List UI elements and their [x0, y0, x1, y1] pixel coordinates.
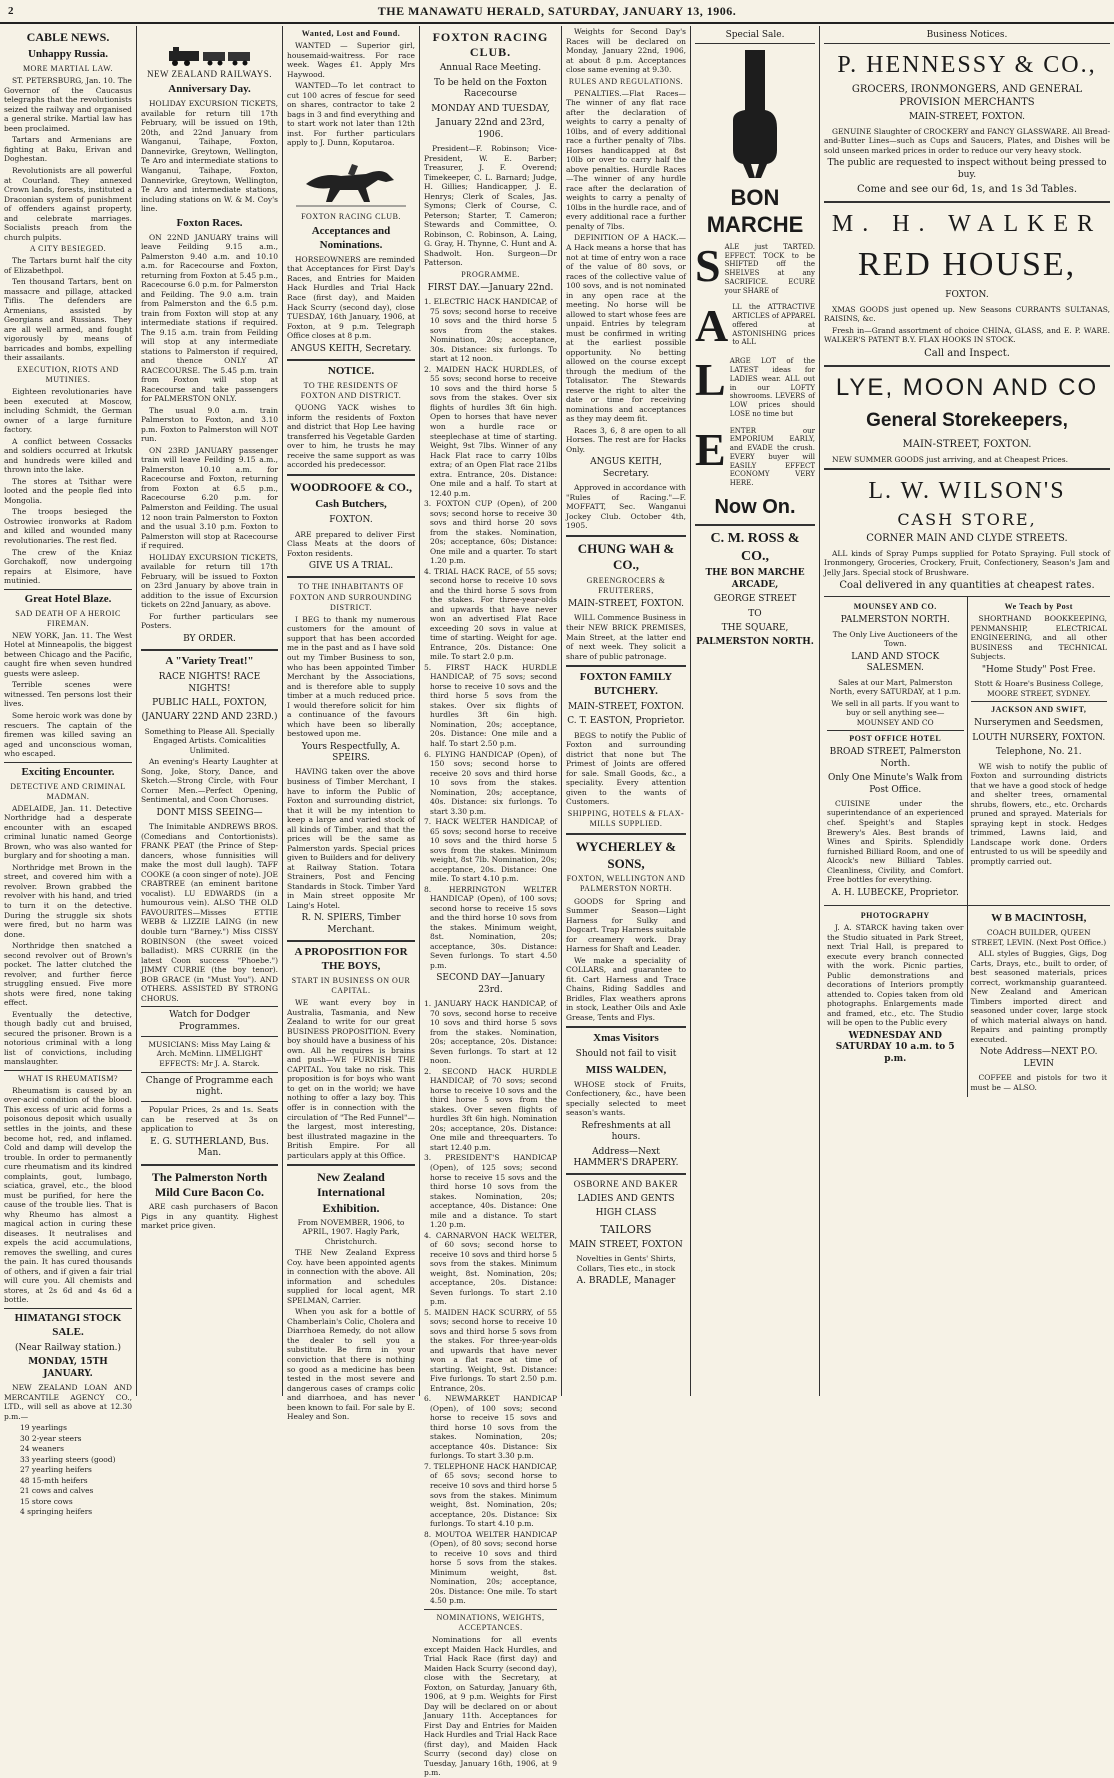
- page-number: 2: [8, 5, 14, 17]
- sale-text: LL the ATTRACTIVE ARTICLES of APPAREL offered at ASTONISHING prices to ALL: [732, 303, 815, 347]
- hall: PUBLIC HALL, FOXTON,: [152, 697, 267, 708]
- paragraph: WANTED — Superior girl, housemaid-waitress. For race week. Wages £1. Apply Mrs Haywood.: [287, 41, 415, 79]
- opening-days: WEDNESDAY AND SATURDAY 10 a.m. to 5 p.m.: [835, 1030, 955, 1064]
- square: THE SQUARE,: [721, 623, 789, 634]
- unhappy-russia-heading: Unhappy Russia.: [27, 48, 109, 61]
- paragraph: THE New Zealand Express Coy. have been appointed agents in connection with the above. All information and schedules supplied for local agent, MR SPELMAN, Carrier.: [287, 1248, 415, 1305]
- sale-letter-row: [695, 354, 815, 418]
- paragraph: HOLIDAY EXCURSION TICKETS, available for return till 17th February, will be issued to Foxton on 23rd January by above train in addition to the issue of Excursion tickets on 22nd January, as above.: [141, 552, 278, 610]
- location: MAIN-STREET, FOXTON.: [567, 702, 685, 712]
- photography-heading: PHOTOGRAPHY: [860, 911, 930, 921]
- masthead: [0, 0, 1114, 24]
- macintosh-heading: W B MACINTOSH,: [991, 912, 1087, 925]
- paragraph: QUONG YACK wishes to inform the residents of Foxton and district that Hop Lee having transferred his Vegetable Garden over to him, he trusts he may receive the same support as was accorded his predecessor.: [287, 403, 415, 470]
- subheading: SAD DEATH OF A HEROIC FIREMAN.: [15, 608, 121, 628]
- paragraph: Ten thousand Tartars, bent on massacre and pillage, attacked Tiflis. The defenders are Armenians, assisted by Georgians and Russians. They are all well armed, and fought vigorously by means of barricades and bombs, expelling their assailants.: [4, 277, 132, 363]
- paragraph: HAVING taken over the above business of Timber Merchant, I have to inform the Public of Foxton and surrounding district, that it will be my intention to keep a large and varied stock of all kinds of Timber, and that the prices will be the same as Palmerston yards. Special prices given to Builders and for delivery at Railway Station. Totara Strainers, Post and Fencing Standards in Stock. Timber Yard in Main street opposite Mr Laing's Hotel.: [287, 767, 415, 910]
- mounsey-heading: MOUNSEY AND CO.: [853, 602, 937, 612]
- paragraph: Some heroic work was done by rescuers. The captain of the firemen was killed saving an aged and unconscious woman, who escaped.: [4, 710, 132, 759]
- stock-item: 21 cows and calves: [20, 1486, 94, 1496]
- teach-heading: We Teach by Post: [1004, 602, 1073, 612]
- subheading: EXECUTION, RIOTS AND MUTINIES.: [17, 364, 119, 385]
- subheading: FOXTON, WELLINGTON AND PALMERSTON NORTH.: [566, 874, 686, 894]
- subheading: TO THE INHABITANTS OF FOXTON AND SURROUNDING DISTRICT.: [289, 582, 413, 612]
- paragraph: DEFINITION OF A HACK.—A Hack means a horse that has not at time of entry won a race of the value of 80 sovs, or races of the collective value of 100 sovs, and is not nominated in any open race at the meeting. No horse will be allowed to start whose fees are unpaid. Entries by telegram must be confirmed in writing at the earliest possible opportunity. No betting allowed on the course except through the medium of the Totalisator. The Stewards reserve the right to alter the date or time for receiving nominations and acceptances as they may deem fit.: [566, 233, 686, 424]
- notice-heading: NOTICE.: [327, 364, 375, 377]
- paragraph: ST. PETERSBURG, Jan. 10. The Governor of the Caucasus telegraphs that the revolutionists seized the railway and organised a general strike. Martial law has been proclaimed.: [4, 76, 132, 133]
- held: To be held on the Foxton Racecourse: [434, 77, 547, 100]
- sutherland: E. G. SUTHERLAND, Bus. Man.: [150, 1136, 269, 1159]
- signature: ANGUS KEITH, Secretary.: [590, 457, 662, 479]
- by-order: BY ORDER.: [183, 633, 236, 644]
- day-heading: SECOND DAY—January 23rd.: [436, 973, 545, 995]
- subheading: GREENGROCERS & FRUITERERS,: [586, 575, 666, 595]
- nursery: Nurserymen and Seedsmen,: [974, 718, 1104, 729]
- racehorse-engraving-icon: [296, 154, 406, 210]
- notice: The public are requested to inspect without being pressed to buy.: [827, 158, 1107, 180]
- ross-heading: C. M. ROSS & CO.,: [710, 530, 800, 564]
- chung-wah-heading: CHUNG WAH & CO.,: [577, 540, 675, 573]
- cash-store: CASH STORE,: [897, 509, 1037, 529]
- wycherley-heading: WYCHERLEY & SONS,: [575, 839, 677, 871]
- race-entry: 6. FLYING HANDICAP (Open), of 150 sovs; second horse to receive 20 sovs and third horse 10 sovs from the stakes. Nomination, 20s; acceptance, 40s. Distance: six furlongs. To start 3.30 p.m.: [424, 749, 557, 816]
- paragraph: SHORTHAND BOOKKEEPING, PENMANSHIP, ELECTRICAL ENGINEERING, and all other BUSINESS and TECHNICAL Subjects.: [970, 614, 1107, 662]
- town: PALMERSTON NORTH.: [696, 637, 814, 648]
- paragraph: ARE cash purchasers of Bacon Pigs in any quantity. Highest market price given.: [141, 1202, 278, 1231]
- paragraph: ALL kinds of Spray Pumps supplied for Potato Spraying. Full stock of Ironmongery, Groceries, Crockery, Fruit, Confectionery, Season's Jam and Jelly Jars. Special stock of Brushware.: [824, 548, 1110, 577]
- paragraph: NEW SUMMER GOODS just arriving, and at Cheapest Prices.: [832, 454, 1068, 464]
- dont-miss: DONT MISS SEEING—: [156, 807, 263, 818]
- location: FOXTON.: [945, 290, 989, 301]
- race-entry: 8. MOUTOA WELTER HANDICAP (Open), of 80 sovs; second horse to receive 10 sovs and third horse 5 sovs from the stakes. Minimum weight, 8st. Nomination, 20s; acceptance, 20s. Distance: One mile. To start 4.50 p.m.: [424, 1529, 557, 1606]
- paragraph: GENUINE Slaughter of CROCKERY and FANCY GLASSWARE. All Bread-and-Butter Lines—such as Cups and Saucers, Plates, and Dishes will be sold unseen marked prices in order to reduce our very heavy stock.: [824, 126, 1110, 155]
- mounsey-ad: [824, 597, 968, 905]
- paragraph: COFFEE and pistols for two it must be — ALSO.: [970, 1073, 1107, 1092]
- race-entry: 6. NEWMARKET HANDICAP (Open), of 100 sovs; second horse to receive 15 sovs and third horse 10 sovs from the stakes. Nomination, 20s; acceptance 40s. Distance: Six furlongs. To start 3.30 p.m.: [424, 1394, 557, 1461]
- paragraph: Eventually the detective, though badly cut and bruised, secured the prisoner. Brown is a notorious criminal with a long list of convictions, including manslaughter.: [4, 1009, 132, 1067]
- marche-heading: MARCHE: [706, 211, 804, 237]
- call: Call and Inspect.: [924, 347, 1010, 359]
- paragraph: J. A. STARCK having taken over the Studio situated in Park Street, next Trial Hall, is prepared to execute every branch connected with the work. Picnic parties, Public demonstrations and decorations of Interiors promptly attended to. Copies taken from old photographs. Enlargements made and framed, etc., etc. The Studio will be open to the Public every: [827, 923, 964, 1028]
- paragraph: Stott & Hoare's Business College, MOORE STREET, SYDNEY.: [974, 679, 1104, 698]
- subheading: A CITY BESIEGED.: [29, 244, 107, 254]
- paragraph: Eighteen revolutionaries have been executed at Moscow, including Schmidt, the German owner of a large furniture factory.: [4, 387, 132, 435]
- general-storekeepers: General Storekeepers,: [866, 410, 1068, 432]
- stock-item: 4 springing heifers: [20, 1507, 93, 1517]
- rheumatism-ad: Rheumatism is caused by an over-acid condition of the blood. This excess of uric acid forms a poisonous deposit which usually settles in the joints, and these become hot, red, and inflamed. Cold and damp will develop the trouble. In order to permanently cure rheumatism and its kindred complaints, gout, lumbago, sciatica, gravel, etc., the blood must be purified, for here the cause of the trouble lies. That is why Rheumo has almost a magical action in curing these diseases. It neutralises and expels the acid accumulations, removes the swelling, and cures the pain. It has cured thousands of others, and if given a fair trial will cure you. All chemists and stores, at 2s 6d and 4s 6d a bottle.: [4, 1085, 132, 1305]
- paragraph: A conflict between Cossacks and soldiers occurred at Irkutsk and hundreds were killed and thrown into the lake.: [4, 436, 132, 475]
- wilson-heading: L. W. WILSON'S: [868, 478, 1066, 505]
- signature: R. N. SPIERS, Timber Merchant.: [301, 913, 401, 935]
- paragraph: The crew of the Kniaz Gorchakoff, now undergoing repairs at Elsimore, have mutinied.: [4, 547, 132, 586]
- dates: (JANUARY 22ND AND 23RD.): [141, 712, 278, 723]
- paragraph: BEGS to notify the Public of Foxton and surrounding district that none but The Primest of Joints are offered for sale. Small Goods, &c., a speciality. Every attention given to the wants of Customers.: [566, 730, 686, 807]
- paragraph: For further particulars see Posters.: [141, 611, 278, 631]
- subheading: MORE MARTIAL LAW.: [22, 64, 114, 74]
- paragraph: WILL Commence Business in their NEW BRICK PREMISES, Main Street, at the latter end of next week. They solicit a share of public patronage.: [566, 613, 686, 661]
- race-entry: 7. HACK WELTER HANDICAP, of 65 sovs; second horse to receive 10 sovs and the third horse 5 sovs from the stakes. Minimum weight, 8st 7lb. Nomination, 20s; acceptance, 20s. Distance: One mile. To start 4.10 p.m.: [424, 817, 557, 884]
- column-railways: [137, 27, 282, 1395]
- column-racing-programme: [420, 27, 561, 1778]
- home-study: "Home Study" Post Free.: [981, 664, 1096, 675]
- stock-item: 24 weaners: [20, 1444, 64, 1454]
- walden-heading: MISS WALDEN,: [585, 1063, 667, 1076]
- paragraph: COACH BUILDER, QUEEN STREET, LEVIN. (Next Post Office.): [971, 927, 1107, 947]
- foxton-races-heading: Foxton Races.: [176, 216, 243, 229]
- subheading: SHIPPING, HOTELS & FLAX-MILLS SUPPLIED.: [567, 808, 685, 829]
- paragraph: Novelties in Gents' Shirts, Collars, Ties etc., in stock: [576, 1254, 676, 1273]
- land: LAND AND STOCK SALESMEN.: [851, 651, 940, 674]
- paragraph: An evening's Hearty Laughter at Song, Joke, Story, Dance, and Sketch.—Strong Circle, with Four Corner Men.—Perfect Opening, Sentimental, and Coon Choruses.: [141, 757, 278, 805]
- butchers-heading: Cash Butchers,: [315, 498, 387, 511]
- stock-item: 27 yearling heifers: [20, 1465, 92, 1475]
- signature: Yours Respectfully, A. SPEIRS.: [301, 741, 401, 764]
- cable-news-heading: CABLE NEWS.: [26, 30, 110, 44]
- paragraph: ADELAIDE, Jan. 11. Detective Northridge had a desperate encounter with an escaped criminal lunatic named George Brown, who was also wanted for burglary and for shooting a man.: [4, 803, 132, 861]
- paragraph: MUSICIANS: Miss May Laing & Arch. McMinn. LIMELIGHT EFFECTS: Mr J. A. Starck.: [148, 1039, 271, 1068]
- paragraph: CUISINE under the superintendance of an experienced chef. Speight's and Staples Brewery's Ales. Best brands of Wines and Spirits. Splendidly furnished Billiard Room, and one of Alcock's new Billiard Tables. Cleanliness, Civility, and Comfort. Free bottles for everything.: [827, 798, 964, 885]
- column-business-notices: [820, 27, 1114, 1395]
- location: MAIN STREET, FOXTON: [569, 1239, 683, 1250]
- sale-text: ARGE LOT of the LATEST ideas for LADIES wear. ALL out in our LOFTY showrooms. LEVERS of LOW prices should LOSE no time but: [729, 357, 815, 418]
- woodroofe-heading: WOODROOFE & CO.,: [290, 479, 412, 494]
- post-office-hotel-heading: POST OFFICE HOTEL: [849, 734, 942, 744]
- paragraph: The Only Live Auctioneers of the Town.: [832, 629, 958, 649]
- paragraph: Terrible scenes were witnessed. Ten persons lost their lives.: [4, 680, 132, 709]
- paragraph: WE wish to notify the public of Foxton and surrounding districts that we have a good stock of hedge and shelter trees, ornamental shrubs, flowers, etc., etc. Orchards pruned and sprayed. Materials for spraying kept in stock. Hedges trimmed, Lawns laid, and Landscape work done. Orders entrusted to us will be speedily and promptly carried out.: [970, 761, 1107, 866]
- stock-list: [4, 1423, 132, 1517]
- train-engraving-icon: [165, 45, 255, 67]
- paragraph: WHOSE stock of Fruits, Confectionery, &c., have been specially selected to meet season's wants.: [566, 1079, 686, 1118]
- frc-heading: FOXTON RACING CLUB.: [301, 211, 401, 221]
- sale-letter-row: [695, 239, 815, 296]
- red-house-heading: RED HOUSE,: [857, 246, 1077, 284]
- address: BROAD STREET, Palmerston North.: [829, 747, 961, 769]
- race-dates: MONDAY AND TUESDAY,: [431, 103, 550, 114]
- rules-heading: RULES AND REGULATIONS.: [568, 76, 684, 86]
- telephone: Telephone, No. 21.: [995, 747, 1082, 758]
- to: TO: [748, 608, 762, 619]
- now-on-heading: Now On.: [714, 495, 796, 518]
- location: LOUTH NURSERY, FOXTON.: [972, 732, 1106, 743]
- change: Change of Programme each night.: [145, 1075, 274, 1097]
- coal: Coal delivered in any quantities at cheapest rates.: [839, 580, 1095, 592]
- paragraph: Weights for Second Day's Races will be declared on Monday, January 22nd, 1906, at about 8 p.m. Acceptances close same evening at 9.30.: [566, 27, 686, 75]
- tables: Come and see our 6d, 1s, and 1s 3d Tables.: [856, 184, 1078, 196]
- race-nights: RACE NIGHTS! RACE NIGHTS!: [158, 672, 261, 694]
- stock-item: 30 2-year steers: [20, 1433, 82, 1443]
- race-entry: 5. FIRST HACK HURDLE HANDICAP, of 75 sovs; second horse to receive 10 sovs and the third horse 5 sovs from the stakes. Over six flights of hurdles 3ft 6in high. Nomination, 20s; acceptance, 20s. Distance: One mile and a half. To start 2.50 p.m.: [424, 662, 557, 748]
- stock-sale-heading: HIMATANGI STOCK SALE.: [14, 1311, 122, 1338]
- stock-sale-date: MONDAY, 15TH JANUARY.: [28, 1357, 108, 1379]
- paragraph: Nominations for all events except Maiden Hack Hurdles, and Trial Hack Race (first day) and Maiden Hack Scurry (second day), close with the Secretary, at Foxton, on Saturday, January 6th, 1906, at 9 p.m. Weights for First Day will be declared on or about January 11th. Acceptances for First Day and Entries for Maiden Hack Hurdles and Trial Hack Race (first day), and Maiden Hack Scurry (second day) close on Tuesday, January 16th, 1906, at 9 p.m.: [424, 1635, 557, 1778]
- race-entry: 3. FOXTON CUP (Open), of 200 sovs; second horse to receive 30 sovs and third horse 20 sovs from the stakes. Nomination, 20s; acceptance, 60s; Distance: One mile and a quarter. To start 1.20 p.m.: [424, 499, 557, 566]
- wanted-heading: Wanted, Lost and Found.: [301, 29, 401, 38]
- acceptances-heading: Acceptances and Nominations.: [311, 224, 391, 251]
- stock-item: 48 15-mth heifers: [20, 1475, 88, 1485]
- sale-letter-l: L: [695, 354, 726, 406]
- race-entry: 7. TELEPHONE HACK HANDICAP, of 65 sovs; second horse to receive 10 sovs and third horse 5 sovs from the stakes. Minimum weight, 8st. Nomination, 20s; acceptance, 20s. Distance: Six furlongs. To start 4.10 p.m.: [424, 1461, 557, 1529]
- location: FOXTON.: [329, 515, 373, 526]
- paragraph: We make a speciality of COLLARS, and guarantee to fit. Cart Harness and Trace Chains, Riding Saddles and Bridles, Flax weathers aprons in stock, Leather Oils and Axle Grease, Tents and Flys.: [566, 955, 686, 1022]
- slogan: GIVE US A TRIAL.: [308, 561, 394, 572]
- paragraph: WE want every boy in Australia, Tasmania, and New Zealand to write for our great BUSINESS PROPOSITION. Every boy should have a business of his own. All he requires is brains and push—WE FURNISH THE CAPITAL. You take no risk. This proposition is for boys who want to get on in the world; we have nothing to offer a lazy boy. This offer is in connection with the circulation of "The Red Funnel"—the largest, most interesting, best illustrated magazine in the British Empire. For all particulars apply at this Office.: [287, 998, 415, 1160]
- race-entry: 8. HERRINGTON WELTER HANDICAP (Open), of 100 sovs; second horse to receive 15 sovs and the third horse 10 sovs from the stakes. Minimum weight, 8st. Nomination, 20s; acceptance, 30s. Distance: Seven furlongs. To start 4.50 p.m.: [424, 884, 557, 970]
- race-entry: 4. TRIAL HACK RACE, of 55 sovs; second horse to receive 10 sovs and the third horse 5 sovs from the stakes. For three-year-olds and upwards that have never won an advertised Flat Race exceeding 20 sovs in value at time of starting. Weight for age. Entrance, 20s. Distance: One mile. To start 2.0 p.m.: [424, 566, 557, 662]
- arcade: THE BON MARCHE ARCADE,: [705, 568, 805, 590]
- osborne-heading: OSBORNE AND BAKER: [573, 1179, 679, 1190]
- sale-letter-row: [695, 423, 815, 488]
- paragraph: We sell in all parts. If you want to buy or sell anything see—MOUNSEY AND CO: [831, 698, 960, 727]
- paragraph: Popular Prices, 2s and 1s. Seats can be reserved at 3s on application to: [141, 1105, 278, 1134]
- teach-ad: [968, 597, 1111, 905]
- paragraph: The Inimitable ANDREWS BROS. (Comedians and Contortionists). FRANK PEAT (the Prince of Step-dancers, whose funnisities will make the most dull laugh). TAFF COOKE (a coon singer of note). JOE CRABTREE (an eminent baritone vocalist). LU EDWARDS (in a humourous vein). ALSO THE OLD FAVOURITES—Misses ETTIE WEBB & LIZZIE LAING (in new double turn "Barney.") Miss CISSY ROBINSON (the sweet voiced balladist). MRS CURRIE (in the latest Coon success "Phoebe.") JIMMY CURRIE (the boy tenor). BOB GRACE (in "Must You"). AND OTHERS. ASSISTED BY STRONG CHORUS.: [141, 822, 278, 1003]
- street: GEORGE STREET: [713, 594, 797, 605]
- masthead-title: THE MANAWATU HERALD, SATURDAY, JANUARY 13, 1906.: [377, 3, 737, 18]
- variety-heading: A "Variety Treat!": [165, 655, 254, 668]
- walk: Only One Minute's Walk from Post Office.: [827, 773, 963, 795]
- hotel-blaze-heading: Great Hotel Blaze.: [24, 592, 112, 605]
- column-special-sale: [691, 27, 819, 1395]
- paragraph: Tartars and Armenians are fighting at Baku, Erivan and Doghestan.: [4, 135, 132, 164]
- paragraph: The usual 9.0 a.m. train Palmerston to Foxton, and 3.10 p.m. Foxton to Palmerston will NOT run.: [141, 405, 278, 444]
- paragraph: Races 3, 6, 8 are open to all Horses. The rest are for Hacks Only.: [566, 425, 686, 454]
- race-entry: 2. SECOND HACK HURDLE HANDICAP, of 70 sovs; second horse to receive 10 sovs and the third horse 5 sovs from the stakes. Over seven flights of hurdles 3ft 6in high. Nomination 20s; acceptance, 20s. Distance: One mile and threequarters. To start 12.40 p.m.: [424, 1066, 557, 1152]
- officers: President—F. Robinson; Vice-President, W. E. Barber; Treasurer, J. F. Overend; Timekeeper, C. L. Barnard; Judge, H. Gillies; Handicapper, J. E. Henrys; Clerk of Scales, Jas. Symons; Clerk of Course, C. Peterson; Starter, T. Cameron; Stewards and Committee, O. Robinson, C. Robinson, A. Laing, G. Gray, H. Thynne, C. Hunt and A. Shadwolt. Hon. Surgeon—Dr Patterson.: [424, 144, 557, 268]
- hennessy-heading: P. HENNESSY & CO.,: [837, 52, 1097, 79]
- nominations-heading: NOMINATIONS, WEIGHTS, ACCEPTANCES.: [436, 1612, 545, 1632]
- paragraph: Revolutionists are all powerful at Courland. They annexed Crown lands, forests, instituted a Draconian system of punishment of offenders against property, and celebrate marriages. Socialists preach from the church pulpits.: [4, 166, 132, 242]
- stock-item: 33 yearling steers (good): [20, 1454, 116, 1464]
- lye-moon-heading: LYE, MOON AND CO: [835, 373, 1099, 401]
- paragraph: ON 23RD JANUARY passenger train will leave Feilding 9.15 a.m., Palmerston 10.10 a.m. for Racecourse and Foxton, returning from Foxton at 6.5 p.m., Racecourse 6.20 p.m. for Palmerston and Feilding. The usual 12 noon train Palmerston to Foxton and the usual 3.10 p.m. Foxton to Palmerston will stop at Racecourse if required.: [141, 445, 278, 551]
- race-dates: January 22nd and 23rd, 1906.: [436, 118, 545, 140]
- sale-letter-e: E: [695, 423, 726, 475]
- column-notices: [283, 27, 419, 1422]
- pointing-hand-icon: [725, 50, 785, 180]
- stock-sale-location: (Near Railway station.): [14, 1342, 122, 1353]
- paragraph: NEW YORK, Jan. 11. The West Hotel at Minneapolis, the biggest between Chicago and the Pacific, caught fire when seven hundred guests were asleep.: [4, 630, 132, 678]
- anniversary-heading: Anniversary Day.: [168, 83, 251, 96]
- manager: A. BRADLE, Manager: [576, 1276, 676, 1287]
- paragraph: ON 22ND JANUARY trains will leave Feilding 9.15 a.m., Palmerston 9.40 a.m. and 10.10 a.m. for Racecourse and Foxton, returning from Foxton at 5.45 p.m., Racecourse 6.0 p.m. for Palmerston and Feilding. The 9.0 a.m. train from Palmerston and the 6.5 p.m. train from Foxton will stop at any intermediate stations if required. The 9.15 a.m. train from Feilding will stop at any intermediate stations to Palmerston if required, and thence ONLY AT RACECOURSE. The 5.45 p.m. train from Foxton will stop at Racecourse and take passengers for PALMERSTON ONLY.: [141, 232, 278, 404]
- paragraph: From NOVEMBER, 1906, to APRIL, 1907. Hagly Park, Christchurch.: [297, 1217, 405, 1246]
- sale-letter-row: [695, 300, 815, 352]
- high-class: HIGH CLASS: [595, 1208, 657, 1219]
- address: Address—Next HAMMER'S DRAPERY.: [573, 1146, 679, 1168]
- address: Note Address—NEXT P.O. LEVIN: [979, 1047, 1098, 1069]
- should-visit: Should not fail to visit: [575, 1049, 677, 1060]
- signature: ANGUS KEITH, Secretary.: [290, 343, 412, 354]
- photography-ad: [824, 906, 968, 1097]
- paragraph: HOLIDAY EXCURSION TICKETS, available for return till 17th February, will be issued on 19th, 20th, and 22nd January from Wanganui, Taihape, Foxton, Dannevirke, Greytown, Wellington, Te Aro and intermediate stations to Wanganui, Taihape, Foxton, Dannevirke, Greytown, Wellington, Te Aro and intermediate stations, including stations on W. & M. Coy's line.: [141, 99, 278, 214]
- stock-item: 19 yearlings: [20, 1423, 67, 1433]
- subheading: TO THE RESIDENTS OF FOXTON AND DISTRICT.: [300, 380, 402, 401]
- sale-letter-s: S: [695, 239, 721, 291]
- location: MAIN-STREET, FOXTON.: [902, 439, 1032, 451]
- column-rules-and-ads: [562, 27, 690, 1395]
- race-list: [424, 297, 557, 970]
- sale-text: ALE just TARTED. EFFECT. TOCK to be SHIFTED off the SHELVES at any SACRIFICE. ECURE your SHARE of: [724, 242, 815, 295]
- paragraph: ARE prepared to deliver First Class Meats at the doors of Foxton residents.: [287, 529, 415, 558]
- macintosh-ad: [968, 906, 1111, 1097]
- jackson-heading: JACKSON AND SWIFT,: [991, 705, 1087, 715]
- subheading: START IN BUSINESS ON OUR CAPITAL.: [291, 976, 411, 996]
- subheading: DETECTIVE AND CRIMINAL MADMAN.: [10, 781, 126, 801]
- proprietor: C. T. EASTON, Proprietor.: [567, 716, 685, 727]
- paragraph: Northridge met Brown in the street, and covered him with a revolver. Brown grabbed the revolver with his hand, and tried to turn it on the detective. During the struggle six shots were fired, but no harm was done.: [4, 862, 132, 939]
- xmas-heading: Xmas Visitors: [593, 1032, 659, 1045]
- business-grid-bottom: [824, 905, 1110, 1097]
- day-heading: FIRST DAY.—January 22nd.: [427, 282, 554, 293]
- paragraph: Something to Please All. Specially Engaged Artists. Comicalities Unlimited.: [144, 726, 275, 755]
- race-entry: 2. MAIDEN HACK HURDLES, of 55 sovs; second horse to receive 10 sovs and the third horse 5 sovs from the stakes. Over six flights of hurdles 3ft 6in high. Open to horses that have never won a hurdle race or steeplechase at time of starting. Weight, 9st 7lbs. Winner of any Hack Flat race to carry 10lbs extra; of an Open Flat race 21lbs extra. Entrance, 20s. Distance: One mile and a half. To start at 12.40 p.m.: [424, 364, 557, 498]
- paragraph: Fresh in—Grand assortment of choice CHINA, GLASS, and E. P. WARE. WALKER'S PATENT B.Y. FLAX HOOKS IN STOCK.: [824, 325, 1110, 345]
- rheumatism-heading: WHAT IS RHEUMATISM?: [17, 1073, 119, 1083]
- grocers: GROCERS, IRONMONGERS, AND GENERAL PROVISION MERCHANTS: [851, 83, 1083, 108]
- paragraph: XMAS GOODS just opened up. New Seasons CURRANTS SULTANAS, RAISINS, &c.: [824, 304, 1110, 324]
- tailors: TAILORS: [600, 1222, 652, 1236]
- town: PALMERSTON NORTH.: [840, 615, 950, 626]
- race-entry: 3. PRESIDENT'S HANDICAP (Open), of 125 sovs; second horse to receive 15 sovs and the third horse 10 sovs from the stakes. Nomination, 20s; acceptance, 40s. Distance: One mile and a distance. To start 1.20 p.m.: [424, 1153, 557, 1230]
- paragraph: Northridge then snatched a second revolver out of Brown's pocket. The latter clutched the revolver, and further fierce struggling ensued. Five more shots were fired, none taking effect.: [4, 941, 132, 1008]
- paragraph: HORSEOWNERS are reminded that Acceptances for First Day's Races, and Entries for Maiden Hack Hurdles and Trial Hack Race (first day), and Maiden Hack Scurry (second day), close TUESDAY, 16th January, 1906, at Foxton, at 9 p.m. Telegraph Office closes at 8 p.m.: [287, 254, 415, 341]
- location: MAIN-STREET, FOXTON.: [567, 599, 685, 610]
- exhibition-heading: New Zealand International Exhibition.: [316, 1170, 385, 1215]
- ladies-gents: LADIES AND GENTS: [577, 1193, 675, 1204]
- paragraph: PENALTIES.—Flat Races—The winner of any flat race after the declaration of weights to carry a penalty of 10lbs, and of every additional race a further penalty of 7lbs. Horses handicapped at 8st 10lb or over to carry half the above penalties. Hurdle Races—The winner of any hurdle race after the declaration of weights to carry a penalty of 10lbs in the hurdle race, and of every additional race a further penalty of 7lbs.: [566, 88, 686, 231]
- race-entry: 4. CARNARVON HACK WELTER, of 60 sovs; second horse to receive 10 sovs and third horse 5 sovs from the stakes. Minimum weight, 8st. Nomination, 20s; acceptance, 20s. Distance: Seven furlongs. To start 2.10 p.m.: [424, 1230, 557, 1307]
- proposition-heading: A PROPOSITION FOR THE BOYS,: [294, 946, 408, 973]
- business-grid-top: [824, 596, 1110, 905]
- stock-item: 15 store cows: [20, 1496, 73, 1506]
- refreshments: Refreshments at all hours.: [581, 1120, 671, 1143]
- paragraph: The Tartars burnt half the city of Elizabethpol.: [4, 256, 132, 275]
- family-butchery-heading: FOXTON FAMILY BUTCHERY.: [579, 671, 673, 698]
- bacon-heading: The Palmerston North Mild Cure Bacon Co.: [151, 1169, 268, 1199]
- railways-heading: NEW ZEALAND RAILWAYS.: [146, 69, 273, 79]
- paragraph: The stores at Tsithar were looted and the people fled into Mongolia.: [4, 476, 132, 505]
- watch: Watch for Dodger Programmes.: [169, 1010, 250, 1032]
- race-entry: 1. ELECTRIC HACK HANDICAP, of 75 sovs; second horse to receive 10 sovs and the third horse 5 sovs from the stakes. Nomination, 20s; acceptance, 30s. Distance: six furlongs. To start at 12 noon.: [424, 297, 557, 364]
- paragraph: The troops besieged the Ostrowiec ironworks at Radom and killed and wounded many revolutionaries. The rest fled.: [4, 507, 132, 545]
- special-sale-heading: Special Sale.: [695, 30, 815, 44]
- bon-heading: BON: [730, 185, 780, 211]
- corner: CORNER MAIN AND CLYDE STREETS.: [866, 533, 1068, 545]
- programme-heading: PROGRAMME.: [461, 269, 520, 279]
- sale-text: ENTER our EMPORIUM EARLY, and EVADE the crush. EVERY buyer will EASILY EFFECT ECONOMY VERY HERE.: [729, 426, 815, 488]
- annual-meeting: Annual Race Meeting.: [439, 63, 542, 74]
- exciting-encounter-heading: Exciting Encounter.: [21, 765, 115, 778]
- column-cable-news: [0, 27, 136, 1517]
- business-notices-heading: Business Notices.: [824, 30, 1110, 44]
- paragraph: ALL styles of Buggies, Gigs, Dog Carts, Drays, etc., built to order, of best seasoned materials, prices correct, workmanship guaranteed. New Zealand and American Timbers imported direct and seasoned under cover, large stock of which material always on hand. Repairs and painting promptly executed.: [970, 949, 1107, 1044]
- paragraph: Sales at our Mart, Palmerston North, every SATURDAY, at 1 p.m.: [829, 677, 961, 697]
- walker-heading: M. H. WALKER: [831, 210, 1103, 237]
- paragraph: GOODS for Spring and Summer Season—Light Harness for Sulky and Dogcart. Trap Harness suitable for creamery work. Dray Harness for Shaft and Leader.: [566, 896, 686, 954]
- proprietor: A. H. LUBECKE, Proprietor.: [831, 887, 959, 898]
- race-list: [424, 999, 557, 1605]
- paragraph: When you ask for a bottle of Chamberlain's Colic, Cholera and Diarrhoea Remedy, do not allow the dealer to sell you a substitute. Be firm in your conviction that there is nothing so good as a medicine has been tested in the most severe and dangerous cases of cramps colic and diarrhoea, and has never been known to fail. For sale by E. Healey and Son.: [287, 1307, 415, 1422]
- paragraph: WANTED—To let contract to cut 100 acres of fescue for seed on shares, contractor to take 2 bags in 3 and find everything and to start work not later than 12th inst. For further particulars apply to J. Dunn, Koputaroa.: [287, 81, 415, 148]
- paragraph: Approved in accordance with "Rules of Racing."—F. MOFFATT, Sec. Wanganui Jockey Club. October 4th, 1905.: [566, 483, 686, 531]
- location: MAIN-STREET, FOXTON.: [908, 112, 1026, 123]
- sale-letter-a: A: [695, 300, 729, 352]
- race-entry: 1. JANUARY HACK HANDICAP, of 70 sovs, second horse to receive 10 sovs and third horse 5 sovs from the stakes. Nomination, 20s; acceptance, 20s. Distance: Seven furlongs. To start at 12 noon.: [424, 999, 557, 1066]
- paragraph: I BEG to thank my numerous customers for the amount of support that has been accorded me in the past and as I have sold out my Timber Business to son, who has been appointed Timber Merchant by the Associations, and is therefore able to supply timber at a much reduced price. I would therefore solicit for him a continuance of the favours which have been so liberally bestowed upon me.: [287, 614, 415, 739]
- race-entry: 5. MAIDEN HACK SCURRY, of 55 sovs; second horse to receive 10 sovs and third horse 5 sovs from the stakes. For three-year-olds and upwards that have never won a flat race at time of starting. Weight, 9st. Distance: Five furlongs. To start 2.50 p.m. Entrance, 20s.: [424, 1307, 557, 1393]
- stock-sale-notice: NEW ZEALAND LOAN AND MERCANTILE AGENCY CO., LTD., will sell as above at 12.30 p.m.—: [4, 1382, 132, 1421]
- frc-heading: FOXTON RACING CLUB.: [432, 30, 549, 60]
